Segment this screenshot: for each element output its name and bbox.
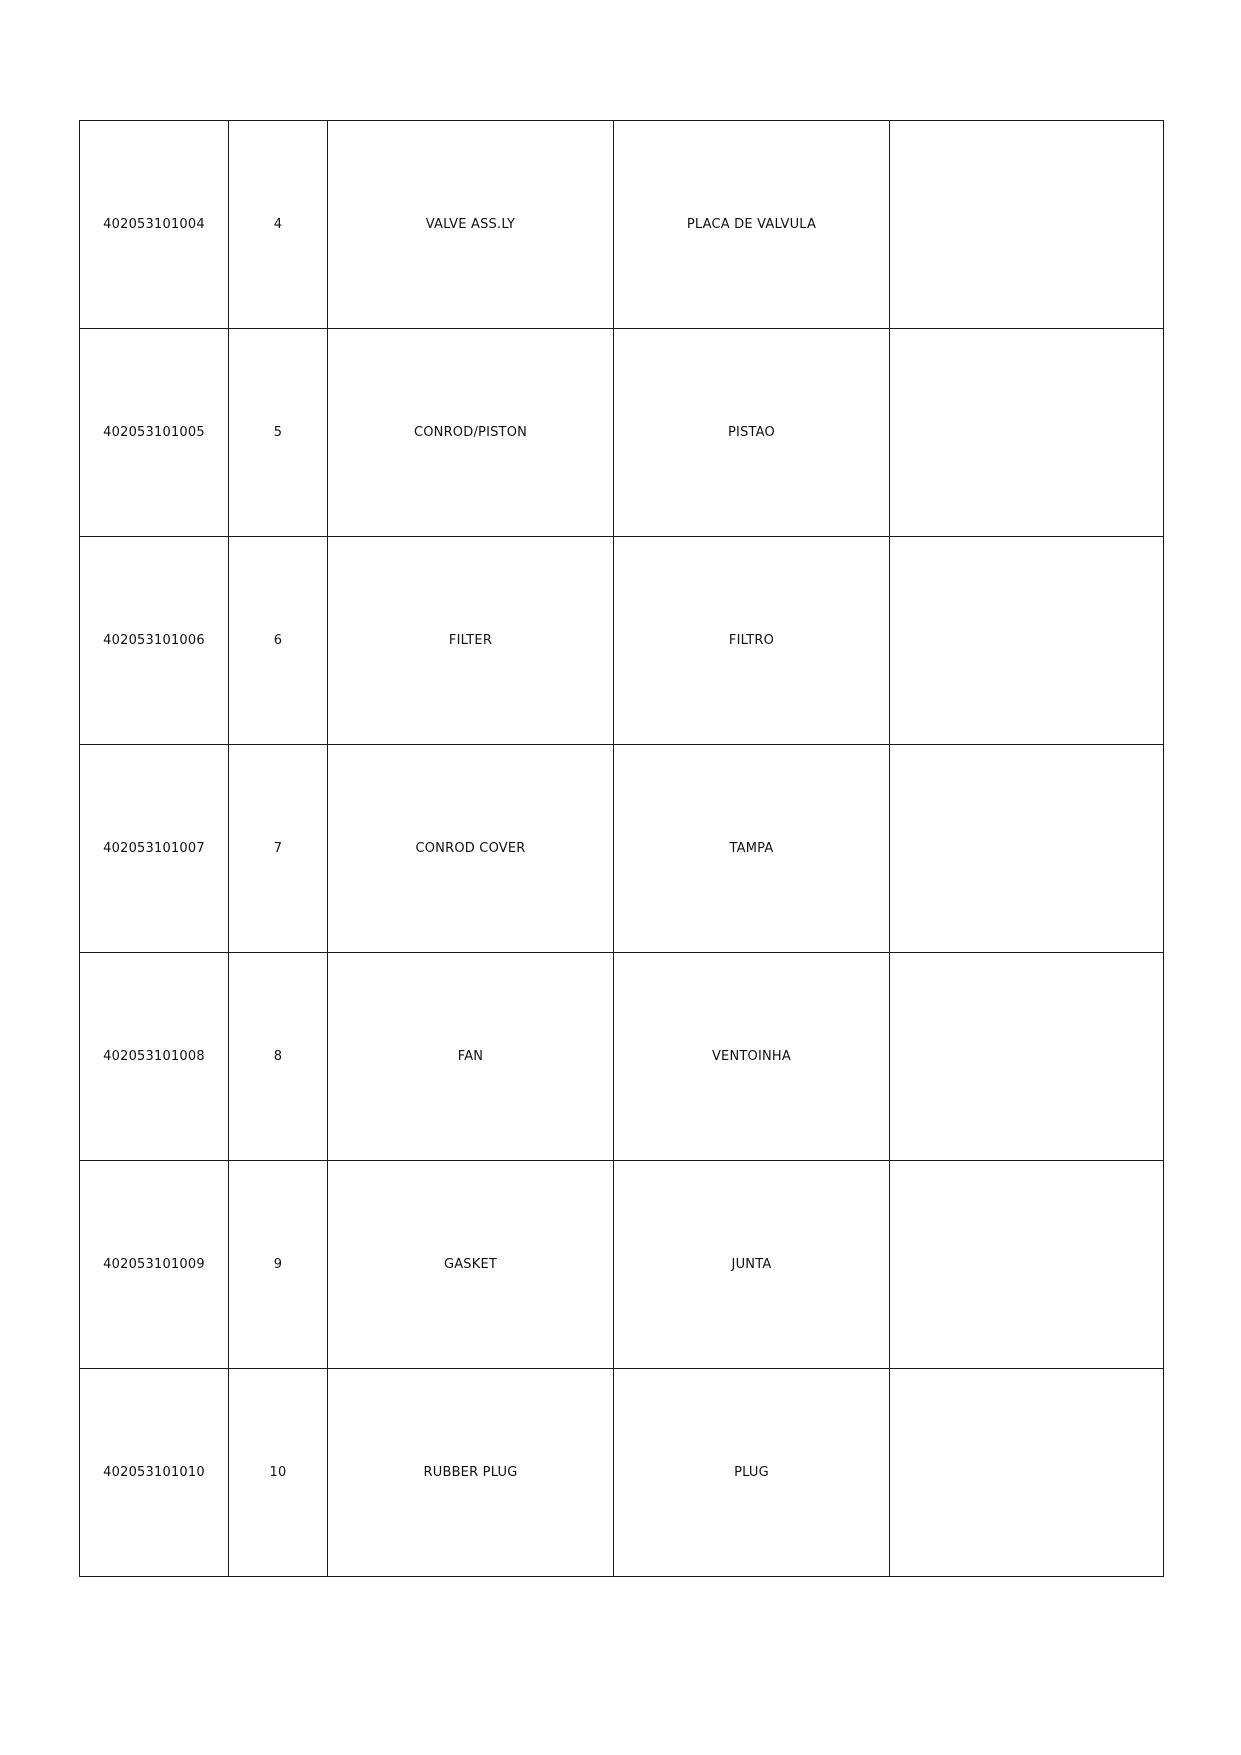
item-number-cell: 6 [229, 537, 328, 745]
description-cell: RUBBER PLUG [328, 1369, 614, 1577]
notes-cell [890, 537, 1164, 745]
notes-cell [890, 121, 1164, 329]
item-number-cell: 5 [229, 329, 328, 537]
table-row [80, 121, 1164, 329]
translation-cell: FILTRO [614, 537, 890, 745]
item-number-cell: 8 [229, 953, 328, 1161]
translation-cell: VENTOINHA [614, 953, 890, 1161]
description-cell: FILTER [328, 537, 614, 745]
table-row [80, 1369, 1164, 1577]
parts-table [79, 120, 1164, 1577]
translation-cell: PLACA DE VALVULA [614, 121, 890, 329]
translation-cell: PLUG [614, 1369, 890, 1577]
item-number-cell: 7 [229, 745, 328, 953]
description-cell: GASKET [328, 1161, 614, 1369]
item-number-cell: 4 [229, 121, 328, 329]
part-code-cell: 402053101008 [80, 953, 229, 1161]
table-row [80, 1161, 1164, 1369]
table-row [80, 329, 1164, 537]
part-code-cell: 402053101007 [80, 745, 229, 953]
item-number-cell: 9 [229, 1161, 328, 1369]
description-cell: CONROD/PISTON [328, 329, 614, 537]
part-code-cell: 402053101010 [80, 1369, 229, 1577]
item-number-cell: 10 [229, 1369, 328, 1577]
notes-cell [890, 953, 1164, 1161]
translation-cell: JUNTA [614, 1161, 890, 1369]
table-row [80, 953, 1164, 1161]
table-row [80, 537, 1164, 745]
notes-cell [890, 745, 1164, 953]
translation-cell: PISTAO [614, 329, 890, 537]
description-cell: CONROD COVER [328, 745, 614, 953]
part-code-cell: 402053101009 [80, 1161, 229, 1369]
notes-cell [890, 329, 1164, 537]
table-row [80, 745, 1164, 953]
part-code-cell: 402053101006 [80, 537, 229, 745]
description-cell: VALVE ASS.LY [328, 121, 614, 329]
part-code-cell: 402053101004 [80, 121, 229, 329]
description-cell: FAN [328, 953, 614, 1161]
part-code-cell: 402053101005 [80, 329, 229, 537]
translation-cell: TAMPA [614, 745, 890, 953]
notes-cell [890, 1369, 1164, 1577]
notes-cell [890, 1161, 1164, 1369]
